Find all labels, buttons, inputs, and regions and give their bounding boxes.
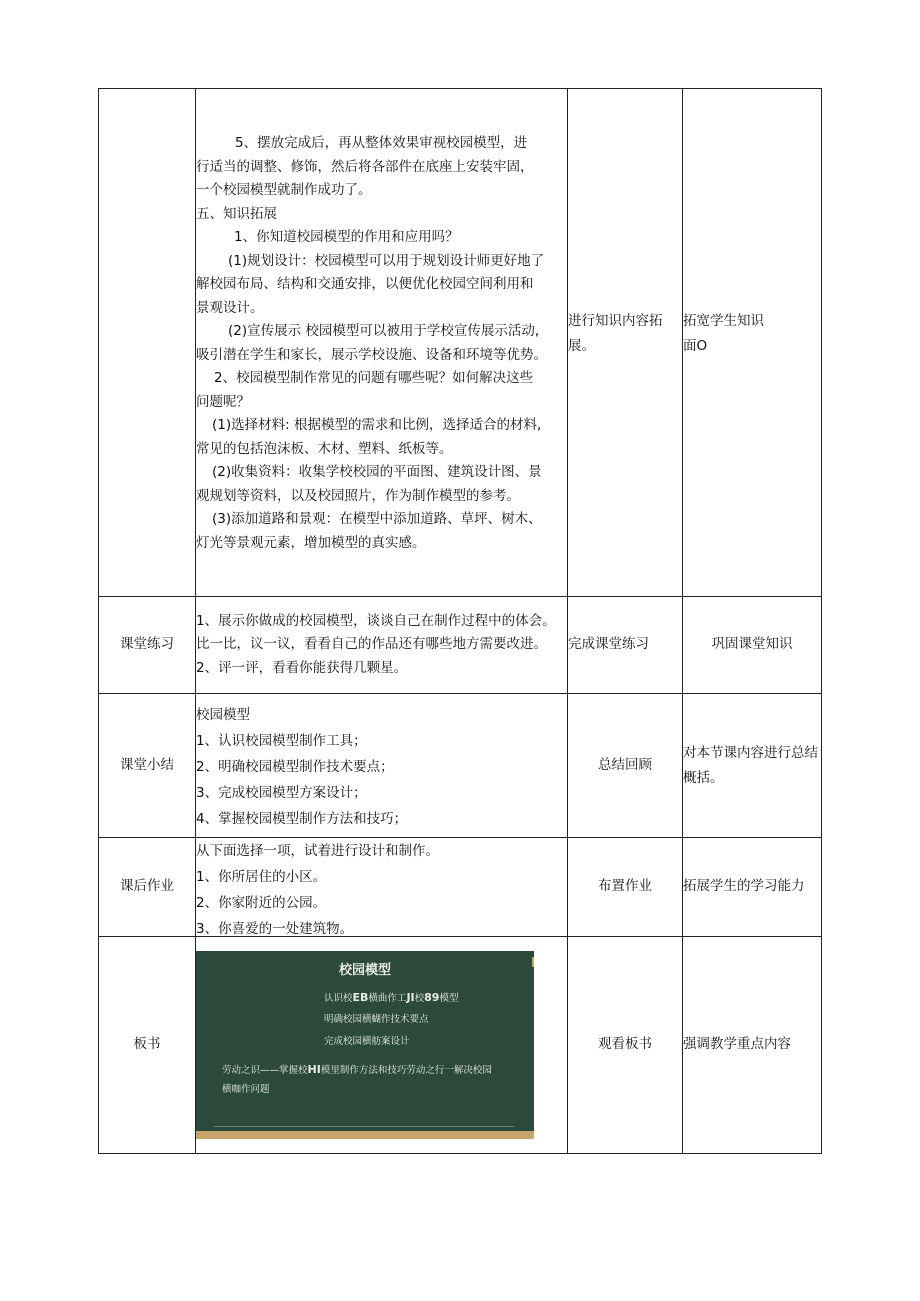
board-text: 模型 [439, 993, 459, 1004]
knowledge-line: 5、摆放完成后，再从整体效果审视校园模型，进 [235, 135, 528, 151]
goal-cell [683, 89, 822, 597]
practice-line: 1、展示你做成的校园模型，谈谈自己在制作过程中的体会。 [196, 612, 556, 629]
knowledge-line: (1)选择材料: 根据模型的需求和比例，选择适合的材料, [212, 417, 542, 433]
board-text: EB [352, 991, 369, 1004]
knowledge-line: 五、知识拓展 [196, 205, 277, 222]
knowledge-line: 景观设计。 [196, 299, 264, 316]
board-text: 校 [414, 993, 425, 1004]
board-activity: 观看板书 [568, 937, 683, 1154]
summary-goal: 对本节课内容进行总结概括。 [683, 694, 822, 838]
activity-text: 进行知识内容拓展。 [568, 312, 663, 354]
board-chalk-tray [196, 1131, 534, 1139]
homework-goal: 拓展学生的学习能力 [683, 838, 822, 937]
homework-line: 3、你喜爱的一处建筑物。 [196, 921, 354, 936]
knowledge-line: 灯光等景观元素，增加模型的真实感。 [196, 534, 426, 551]
knowledge-line: 问题呢？ [196, 393, 250, 410]
knowledge-line: 行适当的调整、修饰，然后将各部件在底座上安装牢固， [196, 158, 534, 175]
practice-goal: 巩固课堂知识 [683, 597, 822, 694]
goal-text-line1: 拓宽学生知识 [683, 312, 764, 329]
category-homework: 课后作业 [99, 838, 196, 937]
board-text: 劳动之识——掌握校 [222, 1065, 308, 1076]
summary-line: 4、掌握校园模型制作方法和技巧； [196, 811, 408, 827]
board-line-4 [222, 1063, 492, 1078]
homework-activity: 布置作业 [568, 838, 683, 937]
board-line-3: 完成校园横舫案设计 [324, 1036, 410, 1047]
board-line-1 [324, 991, 458, 1006]
board-text: 89 [424, 991, 440, 1004]
knowledge-content [196, 89, 568, 597]
practice-activity: 完成课堂练习 [568, 597, 683, 694]
row-summary [99, 694, 822, 838]
knowledge-line: 观规划等资料，以及校园照片，作为制作模型的参考。 [196, 487, 520, 504]
board-chalk-line [214, 1126, 514, 1127]
board-text: 模里制作方法和技巧劳动之行一解决校园 [320, 1065, 492, 1076]
board-text: 横曲作工 [368, 993, 407, 1004]
summary-line: 校园模型 [196, 707, 250, 723]
category-board: 板书 [99, 937, 196, 1154]
knowledge-line: (2)宣传展示 校园模型可以被用于学校宣传展示活动, [228, 323, 540, 339]
homework-line: 2、你家附近的公园。 [196, 895, 327, 911]
practice-line: 2、评一评，看看你能获得几颗星。 [196, 659, 408, 676]
row-board [99, 937, 822, 1154]
practice-line: 比一比，议一议，看看自己的作品还有哪些地方需要改进。 [196, 636, 547, 653]
homework-line: 1、你所居住的小区。 [196, 869, 327, 885]
summary-content [196, 694, 568, 838]
board-line-2: 明确校园横蝴作技术要点 [324, 1014, 429, 1025]
summary-line: 2、明确校园模型制作技术要点； [196, 759, 394, 775]
blackboard-image-cell [196, 937, 568, 1154]
knowledge-line: 一个校园模型就制作成功了。 [196, 182, 372, 198]
knowledge-line: 解校园布局、结构和交通安排，以便优化校园空间利用和 [196, 276, 534, 292]
board-title: 校园模型 [338, 963, 391, 978]
category-summary: 课堂小结 [99, 694, 196, 838]
summary-line: 1、认识校园模型制作工具； [196, 733, 367, 749]
activity-cell [568, 89, 683, 597]
row-practice [99, 597, 822, 694]
knowledge-line: 常见的包括泡沫板、木材、塑料、纸板等。 [196, 440, 453, 457]
homework-line: 从下面选择一项，试着进行设计和制作。 [196, 843, 439, 859]
summary-line: 3、完成校园模型方案设计； [196, 785, 367, 801]
category-cell-empty [99, 89, 196, 597]
homework-lines [196, 838, 567, 936]
board-line-5: 横咖作问题 [222, 1084, 270, 1095]
knowledge-line: 2、校园模型制作常见的问题有哪些呢？如何解决这些 [214, 370, 534, 386]
category-practice: 课堂练习 [99, 597, 196, 694]
goal-text-line2: 面O [683, 337, 708, 354]
board-goal: 强调教学重点内容 [683, 937, 822, 1154]
knowledge-line: (2)收集资料：收集学校校园的平面图、建筑设计图、景 [212, 464, 542, 480]
board-text: 认识校 [324, 993, 353, 1004]
lesson-plan-table [98, 88, 822, 1154]
knowledge-line: 1、你知道校园模型的作用和应用吗？ [234, 229, 459, 245]
board-text: JI [406, 991, 415, 1004]
knowledge-line: (3)添加道路和景观：在模型中添加道路、草坪、树木、 [212, 511, 542, 527]
summary-activity: 总结回顾 [568, 694, 683, 838]
knowledge-line: (1)规划设计：校园模型可以用于规划设计师更好地了 [228, 252, 545, 269]
homework-content [196, 838, 568, 937]
row-homework [99, 838, 822, 937]
practice-content [196, 597, 568, 694]
knowledge-line: 吸引潜在学生和家长，展示学校设施、设备和环境等优势。 [196, 346, 547, 363]
row-knowledge-extension [99, 89, 822, 597]
blackboard-image [196, 951, 534, 1139]
board-text: HI [307, 1063, 321, 1076]
